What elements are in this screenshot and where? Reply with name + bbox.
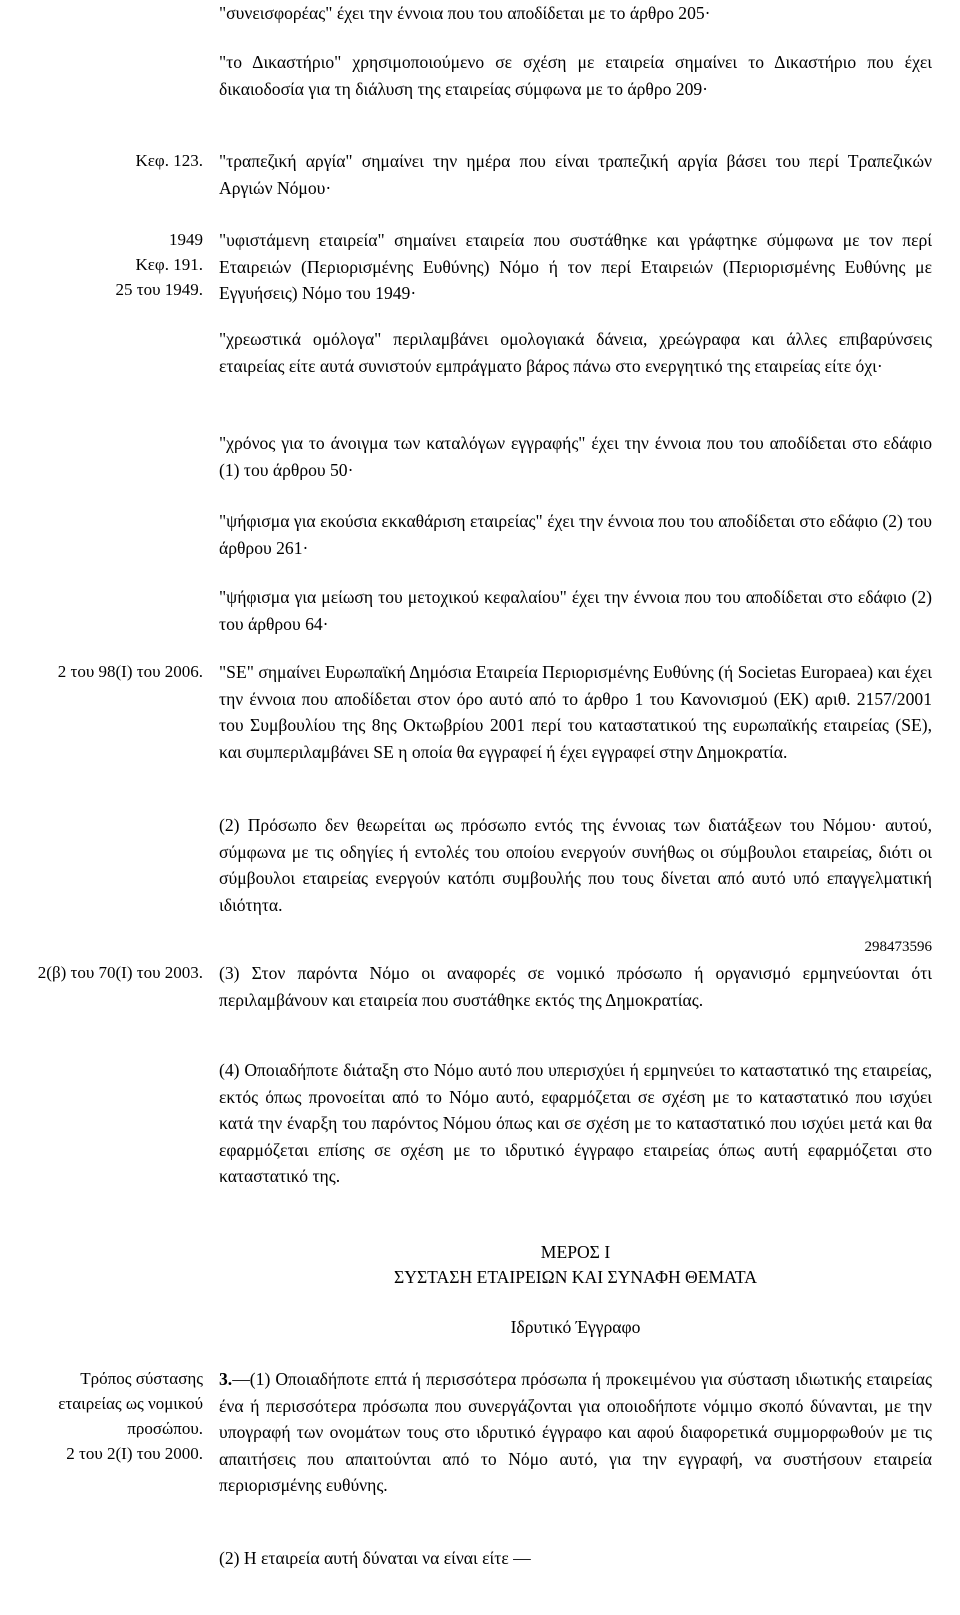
margin-note-2006: 2 του 98(Ι) του 2006.: [57, 662, 203, 681]
definition-capital-reduction: "ψήφισμα για μείωση του μετοχικού κεφαλαίου" έχει την έννοια που του αποδίδεται στο εδάφιο (2) του άρθρου 64·: [219, 587, 932, 634]
part-heading: ΜΕΡΟΣ Ι: [540, 1242, 611, 1262]
definition-debentures: "χρεωστικά ομόλογα" περιλαμβάνει ομολογιακά δάνεια, χρεώγραφα και άλλες επιβαρύνσεις εταιρείας είτε αυτά συνιστούν εμπράγματο βάρος πάνω στο ενεργητικό της εταιρείας είτε όχι·: [219, 329, 932, 376]
definition-contributor: "συνεισφορέας" έχει την έννοια που του αποδίδεται με το άρθρο 205·: [219, 3, 711, 23]
definition-existing-company: "υφιστάμενη εταιρεία" σημαίνει εταιρεία που συστάθηκε και γράφτηκε σύμφωνα με τον περί Εταιρειών (Περιορισμένης Ευθύνης) Νόμο ή τον περί Εταιρειών (Περιορισμένης Ευθύνης με Εγγυήσεις) Νόμο του 1949·: [219, 230, 932, 303]
margin-note-cap123: Κεφ. 123.: [135, 151, 203, 170]
margin-note-25-1949: 25 του 1949.: [115, 280, 203, 299]
subsection-4: (4) Οποιαδήποτε διάταξη στο Νόμο αυτό που υπερισχύει ή ερμηνεύει το καταστατικό της εταιρείας, εκτός όπως προνοείται από το Νόμο αυτό, εφαρμόζεται σε σχέση με το καταστατικό που ισχύει κατά την έναρξη του παρόντος Νόμου όπως και σε σχέση με το καταστατικό που ισχύει μετά και θα εφαρμόζεται επίσης σε σχέση με το ιδρυτικό έγγραφο εταιρείας όπως αυτή εφαρμόζεται στο καταστατικό της.: [219, 1060, 932, 1186]
margin-note-legal-entity: εταιρείας ως νομικού: [58, 1394, 203, 1413]
margin-note-2003: 2(β) του 70(Ι) του 2003.: [37, 963, 203, 982]
section-3-text: —(1) Οποιαδήποτε επτά ή περισσότερα πρόσωπα ή προκειμένου για σύσταση ιδιωτικής εταιρείας ένα ή περισσότερα πρόσωπα που συνεργάζονται για οποιοδήποτε νόμιμο σκοπό δύνανται, με την υπογραφή των ονομάτων τους στο ιδρυτικό έγγραφο και αφού διαφορετικά συμμορφωθούν με τις απαιτήσεις που απαιτούνται από το Νόμο αυτό, για την εγγραφή, να συστήσουν εταιρεία περιορισμένης ευθύνης.: [219, 1369, 932, 1495]
part-title: ΣΥΣΤΑΣΗ ΕΤΑΙΡΕΙΩΝ ΚΑΙ ΣΥΝΑΦΗ ΘΕΜΑΤΑ: [394, 1267, 757, 1287]
definition-voluntary-winding-up: "ψήφισμα για εκούσια εκκαθάριση εταιρείας" έχει την έννοια που του αποδίδεται στο εδάφιο (2) του άρθρου 261·: [219, 511, 932, 558]
margin-note-formation: Τρόπος σύστασης: [80, 1369, 203, 1388]
margin-note-2000: 2 του 2(Ι) του 2000.: [66, 1444, 203, 1463]
subsection-2: (2) Πρόσωπο δεν θεωρείται ως πρόσωπο εντός της έννοιας των διατάξεων του Νόμου· αυτού, σύμφωνα με τις οδηγίες ή εντολές του οποίου ενεργούν συνήθως οι σύμβουλοι εταιρείας, διότι οι σύμβουλοι εταιρείας ενεργούν κατόπι συμβουλής που τους δίνεται από αυτό υπό επαγγελματική ιδιότητα.: [219, 815, 932, 915]
definition-bank-holiday: "τραπεζική αργία" σημαίνει την ημέρα που είναι τραπεζική αργία βάσει του περί Τραπεζικών Αργιών Νόμου·: [219, 151, 932, 198]
subsection-3: (3) Στον παρόντα Νόμο οι αναφορές σε νομικό πρόσωπο ή οργανισμό ερμηνεύονται ότι περιλαμβάνουν και εταιρεία που συστάθηκε εκτός της Δημοκρατίας.: [219, 963, 932, 1010]
section-subheading: Ιδρυτικό Έγγραφο: [510, 1317, 641, 1337]
section-number: 3.: [219, 1369, 233, 1389]
section-3-paragraph: [219, 1366, 932, 1499]
margin-note-cap191: Κεφ. 191.: [135, 255, 203, 274]
margin-note-1949: 1949: [169, 230, 203, 249]
document-number: 298473596: [864, 939, 932, 955]
subsection-3-2: (2) Η εταιρεία αυτή δύναται να είναι είτε —: [219, 1548, 531, 1568]
definition-registration-time: "χρόνος για το άνοιγμα των καταλόγων εγγραφής" έχει την έννοια που του αποδίδεται στο εδάφιο (1) του άρθρου 50·: [219, 433, 932, 480]
definition-se: "SE" σημαίνει Ευρωπαϊκή Δημόσια Εταιρεία Περιορισμένης Ευθύνης (ή Societas Europaea) και έχει την έννοια που αποδίδεται στον όρο αυτό από το άρθρο 1 του Κανονισμού (ΕΚ) αριθ. 2157/2001 του Συμβουλίου της 8ης Οκτωβρίου 2001 περί του καταστατικού της ευρωπαϊκής εταιρείας (SE), και συμπεριλαμβάνει SE η οποία θα εγγραφεί ή έχει εγγραφεί στην Δημοκρατία.: [219, 662, 932, 762]
definition-court: "το Δικαστήριο" χρησιμοποιούμενο σε σχέση με εταιρεία σημαίνει το Δικαστήριο που έχει δικαιοδοσία για τη διάλυση της εταιρείας σύμφωνα με το άρθρο 209·: [219, 52, 932, 99]
margin-note-person: προσώπου.: [127, 1419, 203, 1438]
